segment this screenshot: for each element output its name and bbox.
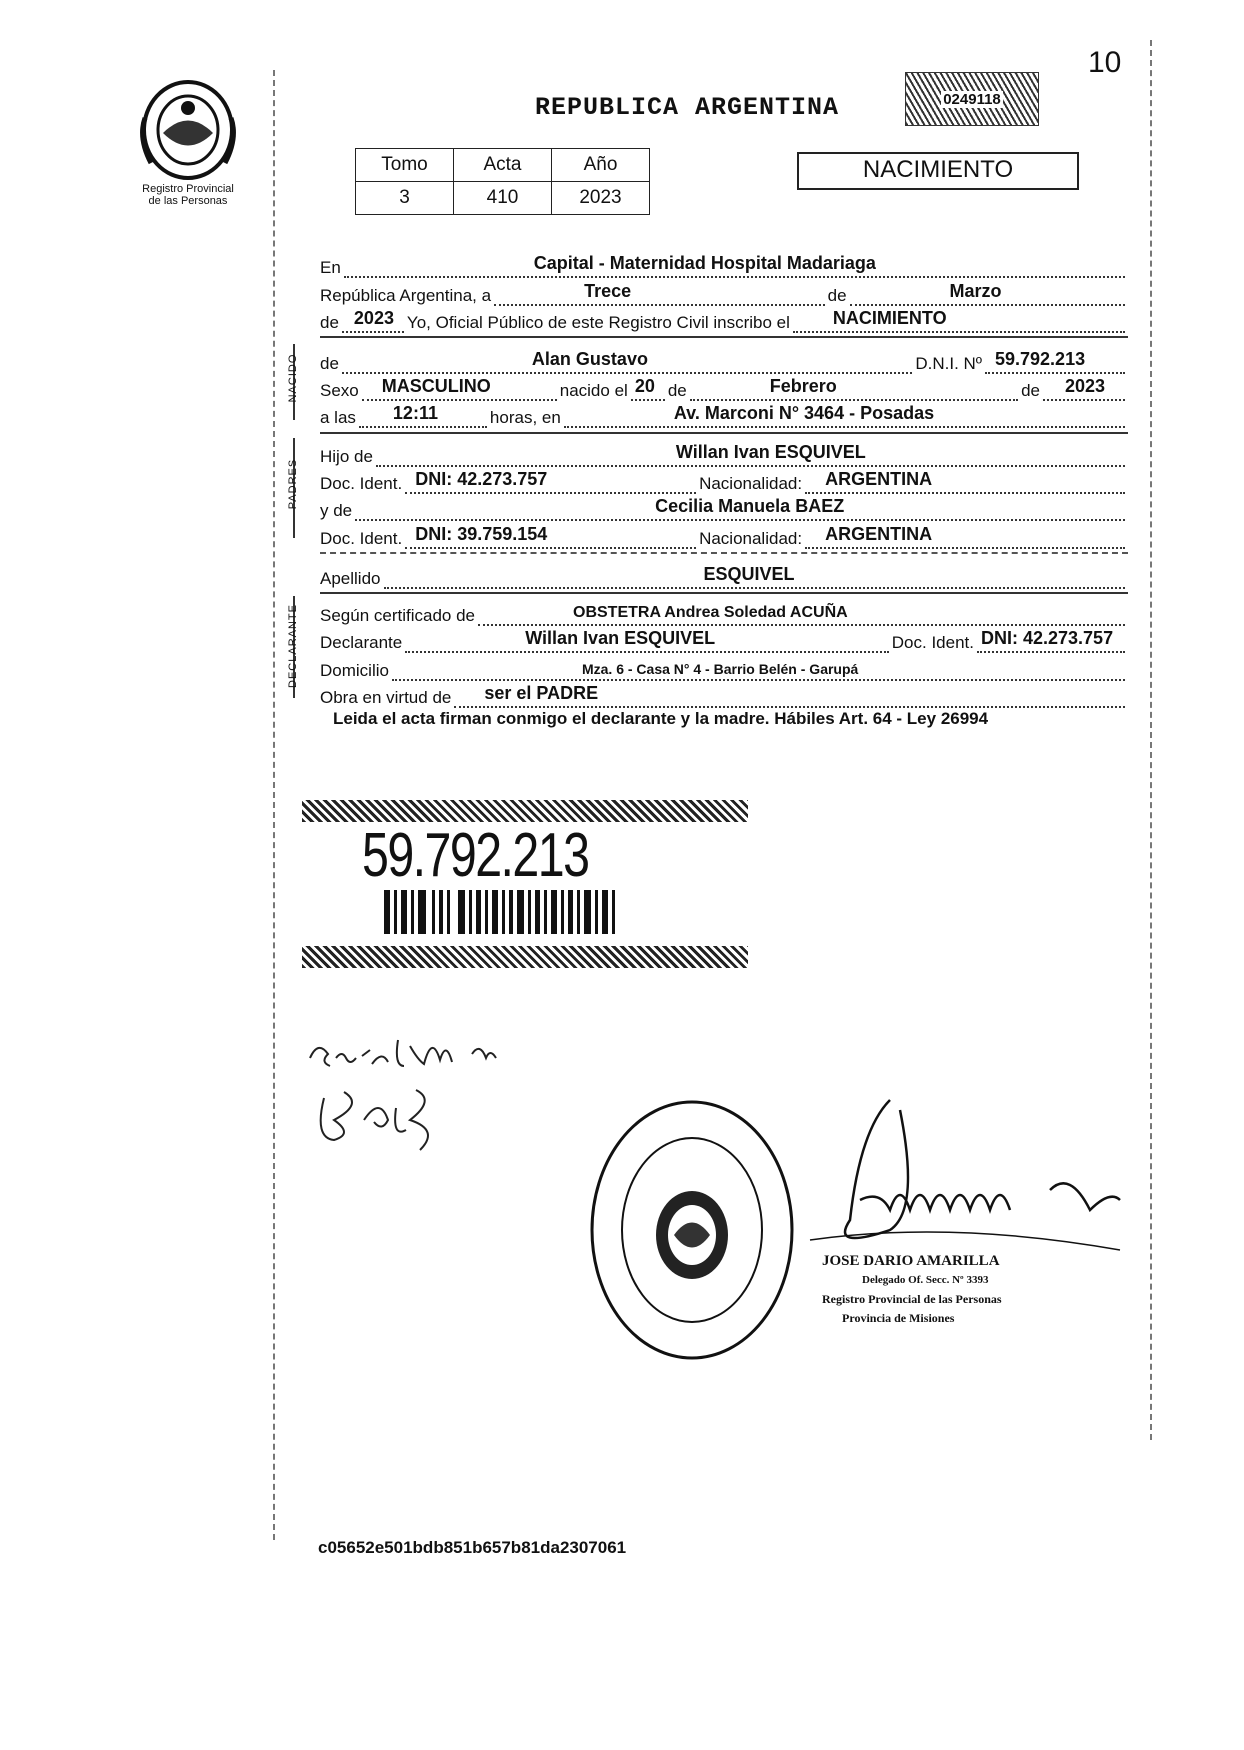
value-madre: Cecilia Manuela BAEZ [655, 496, 845, 516]
official-name: JOSE DARIO AMARILLA [822, 1253, 1000, 1269]
separator-4 [320, 592, 1128, 594]
label-nacion2: Nacionalidad: [699, 529, 803, 548]
value-anio: 2023 [552, 182, 650, 215]
barcode-band-bottom [302, 946, 748, 968]
value-madre-nac: ARGENTINA [825, 524, 933, 544]
value-padre: Willan Ivan ESQUIVEL [675, 442, 866, 462]
label-republica: República Argentina, a [320, 286, 492, 305]
value-domicilio: Mza. 6 - Casa N° 4 - Barrio Belén - Garupá [581, 661, 859, 677]
value-sexo: MASCULINO [381, 376, 491, 396]
barcode-number: 59.792.213 [362, 821, 589, 890]
value-day: Trece [584, 281, 632, 301]
label-de4: de [667, 381, 687, 400]
label-de5: de [1021, 381, 1040, 400]
handwritten-signature-left [300, 1020, 520, 1160]
value-nac-year: 2023 [1065, 376, 1106, 396]
row-hijo [320, 441, 1128, 467]
separator-1 [320, 336, 1128, 338]
label-alas: a las [320, 408, 356, 427]
value-inscribe: NACIMIENTO [832, 308, 947, 328]
label-sexo: Sexo [320, 381, 359, 400]
value-declarante-doc: DNI: 42.273.757 [981, 628, 1114, 648]
row-hora [320, 402, 1128, 428]
label-nacion: Nacionalidad: [699, 474, 803, 493]
value-year: 2023 [353, 308, 394, 328]
row-nombre [320, 348, 1128, 374]
label-yde: y de [320, 501, 353, 520]
label-hijo: Hijo de [320, 447, 373, 466]
label-doc: Doc. Ident. [320, 474, 403, 493]
right-margin-line [1150, 40, 1152, 1440]
document-hash: c05652e501bdb851b657b81da2307061 [318, 1538, 627, 1557]
row-padre-doc [320, 468, 1128, 494]
side-label-nacido: NACIDO [287, 353, 299, 403]
value-month: Marzo [949, 281, 1002, 301]
label-declarante: Declarante [320, 633, 403, 652]
value-obra: ser el PADRE [484, 683, 599, 703]
label-domicilio: Domicilio [320, 661, 389, 680]
separator-3 [320, 552, 1128, 554]
official-office: Registro Provincial de las Personas [822, 1292, 1002, 1306]
row-republica [320, 280, 1128, 306]
value-nac-month: Febrero [769, 376, 837, 396]
stamp-code: 0249118 [943, 90, 1001, 108]
document-title: REPUBLICA ARGENTINA [535, 93, 840, 122]
official-seal [582, 1095, 802, 1365]
label-dni: D.N.I. Nº [915, 354, 982, 373]
tomo-acta-table [355, 148, 650, 215]
value-apellido: ESQUIVEL [703, 564, 795, 584]
row-declarante [320, 627, 1128, 653]
logo-caption-1: Registro Provincial [142, 183, 234, 195]
barcode-icon [384, 890, 624, 934]
value-declarante: Willan Ivan ESQUIVEL [525, 628, 716, 648]
label-horas: horas, en [489, 408, 561, 427]
row-madre [320, 495, 1128, 521]
value-nombre: Alan Gustavo [531, 349, 648, 369]
row-segun [320, 600, 1128, 626]
label-doc3: Doc. Ident. [891, 633, 974, 652]
label-doc2: Doc. Ident. [320, 529, 403, 548]
separator-2 [320, 432, 1128, 434]
row-obra [320, 682, 1128, 708]
value-madre-doc: DNI: 39.759.154 [415, 524, 548, 544]
header-anio: Año [552, 149, 650, 182]
value-acta: 410 [454, 182, 552, 215]
label-en: En [320, 258, 341, 277]
value-hora: 12:11 [392, 403, 438, 423]
label-obra: Obra en virtud de [320, 688, 452, 707]
row-en [320, 252, 1128, 278]
value-tomo: 3 [356, 182, 454, 215]
value-lugar: Av. Marconi N° 3464 - Posadas [673, 403, 935, 423]
label-de: de [827, 286, 847, 305]
label-oficial: Yo, Oficial Público de este Registro Civil inscribo el [406, 313, 790, 332]
row-sexo [320, 375, 1128, 401]
page-number: 10 [1088, 46, 1122, 79]
row-inscribe [320, 307, 1128, 333]
side-label-declarante: DECLARANTE [287, 604, 299, 688]
registro-logo [128, 78, 248, 207]
official-role: Delegado Of. Secc. Nº 3393 [862, 1274, 989, 1286]
side-label-padres: PADRES [287, 458, 299, 510]
header-tomo: Tomo [356, 149, 454, 182]
barcode-band-top [302, 800, 748, 822]
row-madre-doc [320, 523, 1128, 549]
label-de3: de [320, 354, 339, 373]
value-padre-nac: ARGENTINA [825, 469, 933, 489]
value-dni: 59.792.213 [995, 349, 1086, 369]
official-block [822, 1252, 1002, 1328]
security-stamp [905, 72, 1039, 126]
record-type-box: NACIMIENTO [797, 152, 1079, 190]
value-nac-day: 20 [634, 376, 655, 396]
row-domicilio [320, 655, 1128, 681]
logo-caption-2: de las Personas [148, 195, 228, 207]
row-apellido [320, 563, 1128, 589]
value-certificado: OBSTETRA Andrea Soledad ACUÑA [573, 604, 848, 621]
label-segun: Según certificado de [320, 606, 475, 625]
legal-note: Leida el acta firman conmigo el declarante y la madre. Hábiles Art. 64 - Ley 26994 [333, 709, 989, 728]
label-apellido: Apellido [320, 569, 381, 588]
header-acta: Acta [454, 149, 552, 182]
provincial-shield-icon [133, 78, 243, 183]
value-en: Capital - Maternidad Hospital Madariaga [533, 253, 876, 273]
label-nacido: nacido el [559, 381, 628, 400]
official-province: Provincia de Misiones [842, 1311, 955, 1325]
left-margin-line [273, 70, 275, 1540]
value-padre-doc: DNI: 42.273.757 [415, 469, 548, 489]
label-de2: de [320, 313, 339, 332]
